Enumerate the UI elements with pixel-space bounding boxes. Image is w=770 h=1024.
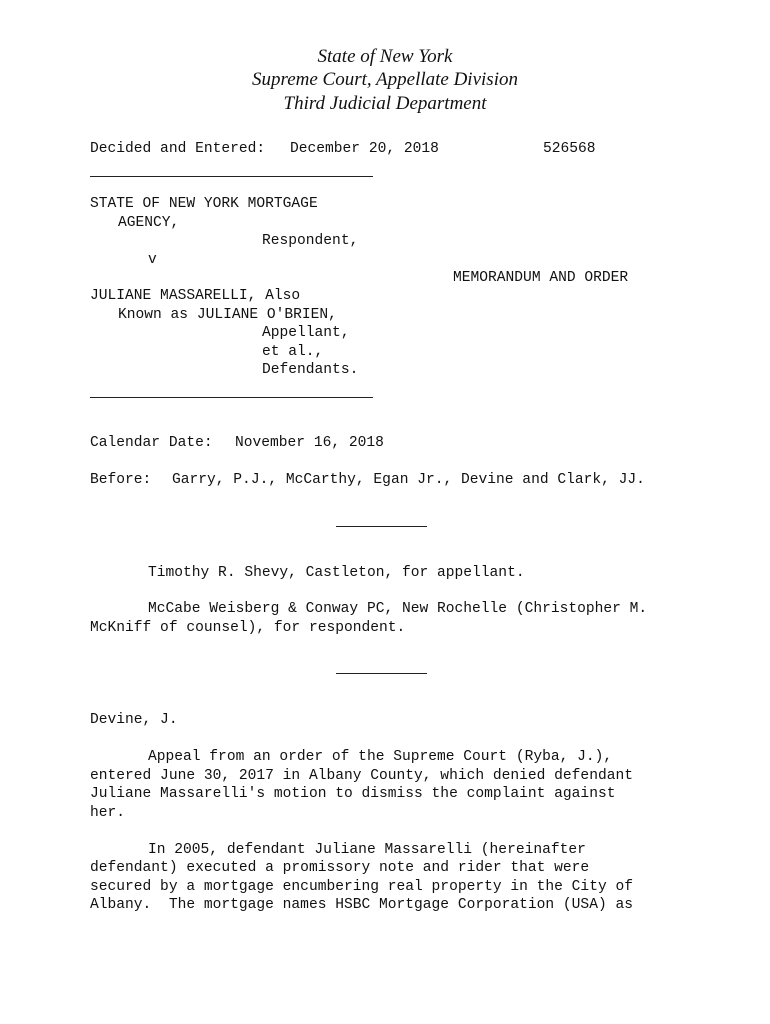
defendant-role-appellant: Appellant, (262, 325, 350, 341)
plaintiff-role: Respondent, (262, 233, 359, 249)
paragraph2-line2: defendant) executed a promissory note and rider that were (90, 860, 590, 876)
docket-number: 526568 (543, 141, 596, 157)
defendant-name-line2: Known as JULIANE O'BRIEN, (118, 307, 337, 323)
court-department: Third Judicial Department (283, 93, 487, 114)
paragraph1-line1: Appeal from an order of the Supreme Court (Ryba, J.), (148, 749, 613, 765)
plaintiff-name-line1: STATE OF NEW YORK MORTGAGE (90, 196, 318, 212)
paragraph1-line3: Juliane Massarelli's motion to dismiss the complaint against (90, 786, 616, 802)
court-name: State of New York (317, 46, 453, 67)
document-type: MEMORANDUM AND ORDER (453, 270, 629, 286)
panel-judges: Garry, P.J., McCarthy, Egan Jr., Devine and Clark, JJ. (172, 472, 645, 488)
respondent-counsel-line1: McCabe Weisberg & Conway PC, New Rochelle (Christopher M. (148, 601, 648, 617)
court-division: Supreme Court, Appellate Division (252, 69, 518, 90)
paragraph2-line4: Albany. The mortgage names HSBC Mortgage Corporation (USA) as (90, 897, 633, 913)
defendant-role-defendants: Defendants. (262, 362, 359, 378)
versus: v (148, 252, 157, 268)
appellant-counsel: Timothy R. Shevy, Castleton, for appellant. (148, 565, 525, 581)
opinion-author: Devine, J. (90, 712, 178, 728)
decided-date: December 20, 2018 (290, 141, 439, 157)
paragraph1-line4: her. (90, 805, 126, 821)
before-label: Before: (90, 472, 152, 488)
paragraph1-line2: entered June 30, 2017 in Albany County, which denied defendant (90, 768, 633, 784)
caption-bottom-rule (90, 397, 373, 398)
plaintiff-name-line2: AGENCY, (118, 215, 180, 231)
calendar-date: November 16, 2018 (235, 435, 384, 451)
paragraph2-line1: In 2005, defendant Juliane Massarelli (hereinafter (148, 842, 586, 858)
decided-label: Decided and Entered: (90, 141, 266, 157)
respondent-counsel-line2: McKniff of counsel), for respondent. (90, 620, 406, 636)
separator-rule-1 (336, 526, 427, 527)
separator-rule-2 (336, 673, 427, 674)
defendant-role-et-al: et al., (262, 344, 324, 360)
defendant-name-line1: JULIANE MASSARELLI, Also (90, 288, 301, 304)
caption-top-rule (90, 176, 373, 177)
calendar-date-label: Calendar Date: (90, 435, 213, 451)
paragraph2-line3: secured by a mortgage encumbering real property in the City of (90, 879, 633, 895)
